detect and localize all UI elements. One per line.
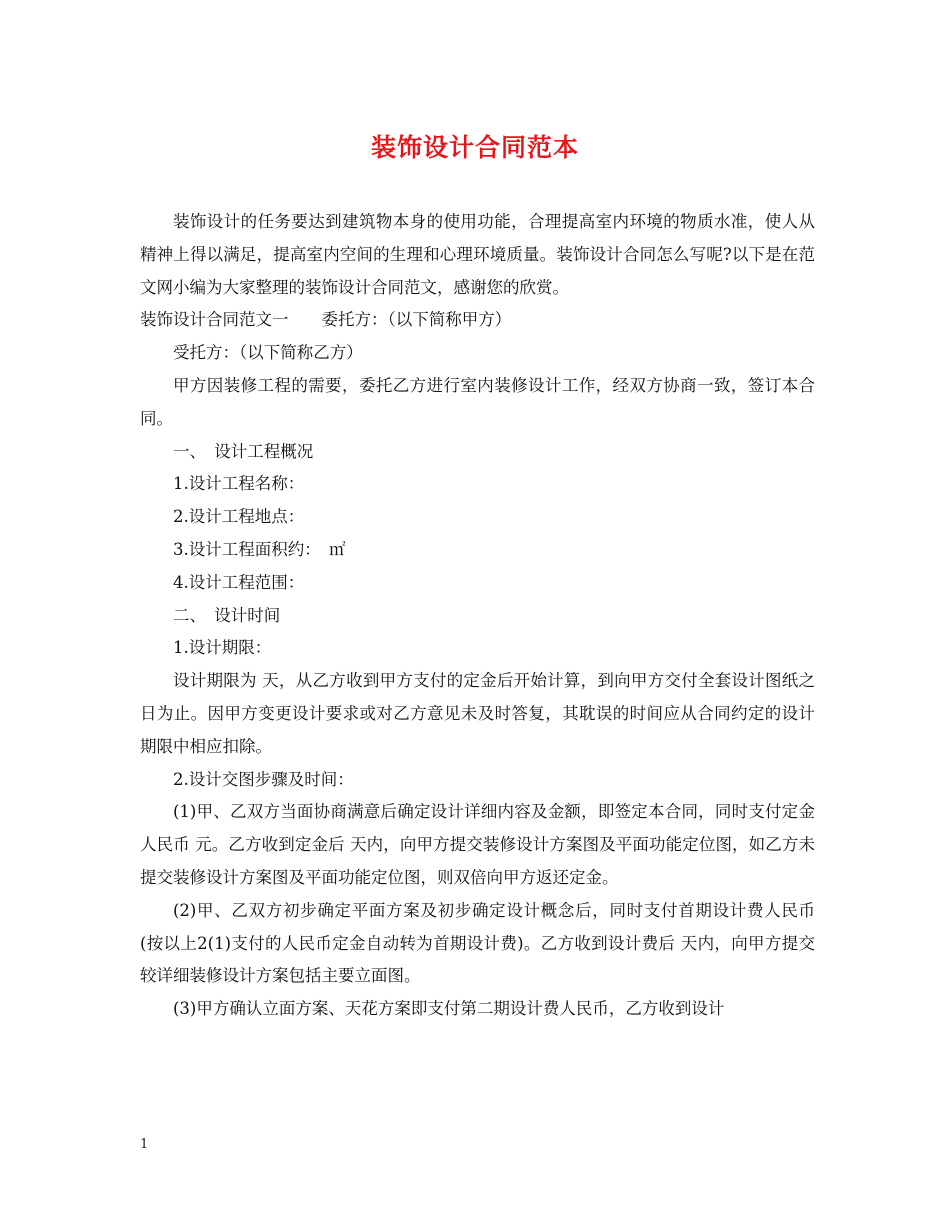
- document-body: [140, 206, 815, 1026]
- list-item-design-period: 1.设计期限：: [173, 638, 272, 658]
- paragraph-contractor: 受托方：（以下简称乙方）: [173, 343, 363, 363]
- section-heading-overview: 一、 设计工程概况: [173, 441, 314, 461]
- document-title: 装饰设计合同范本: [370, 133, 579, 162]
- list-item-project-location: 2.设计工程地点：: [173, 507, 305, 527]
- list-item-delivery-steps: 2.设计交图步骤及时间：: [173, 769, 354, 789]
- paragraph-step-2: (2)甲、乙双方初步确定平面方案及初步确定设计概念后，同时支付首期设计费人民币 (按以上2(1)支付的人民币定金自动转为首期设计费)。乙方收到设计费后 天内，向甲方提交较详细装修设计方案包括主要立面图。: [140, 900, 815, 986]
- paragraph-step-3: (3)甲方确认立面方案、天花方案即支付第二期设计费人民币，乙方收到设计: [173, 999, 725, 1019]
- paragraph-intro: 装饰设计的任务要达到建筑物本身的使用功能，合理提高室内环境的物质水准，使人从精神上得以满足，提高室内空间的生理和心理环境质量。装饰设计合同怎么写呢?以下是在范文网小编为大家整理的装饰设计合同范文，感谢您的欣赏。: [140, 212, 815, 297]
- paragraph-agreement: 甲方因装修工程的需要，委托乙方进行室内装修设计工作，经双方协商一致，签订本合同。: [140, 375, 815, 428]
- list-item-project-scope: 4.设计工程范围：: [173, 572, 305, 592]
- list-item-project-area: 3.设计工程面积约： ㎡: [173, 539, 346, 559]
- page-number: 1: [140, 1137, 149, 1152]
- section-heading-design-time: 二、 设计时间: [173, 605, 281, 625]
- paragraph-sample-heading-client: 装饰设计合同范文一 委托方：（以下简称甲方）: [140, 310, 512, 330]
- paragraph-design-period-detail: 设计期限为 天，从乙方收到甲方支付的定金后开始计算，到向甲方交付全套设计图纸之日为止。因甲方变更设计要求或对乙方意见未及时答复，其耽误的时间应从合同约定的设计期限中相应扣除。: [140, 671, 815, 756]
- list-item-project-name: 1.设计工程名称：: [173, 474, 305, 494]
- paragraph-step-1: (1)甲、乙双方当面协商满意后确定设计详细内容及金额，即签定本合同，同时支付定金人民币 元。乙方收到定金后 天内，向甲方提交装修设计方案图及平面功能定位图，如乙方未提交装修设计方案图及平面功能定位图，则双倍向甲方返还定金。: [140, 802, 815, 887]
